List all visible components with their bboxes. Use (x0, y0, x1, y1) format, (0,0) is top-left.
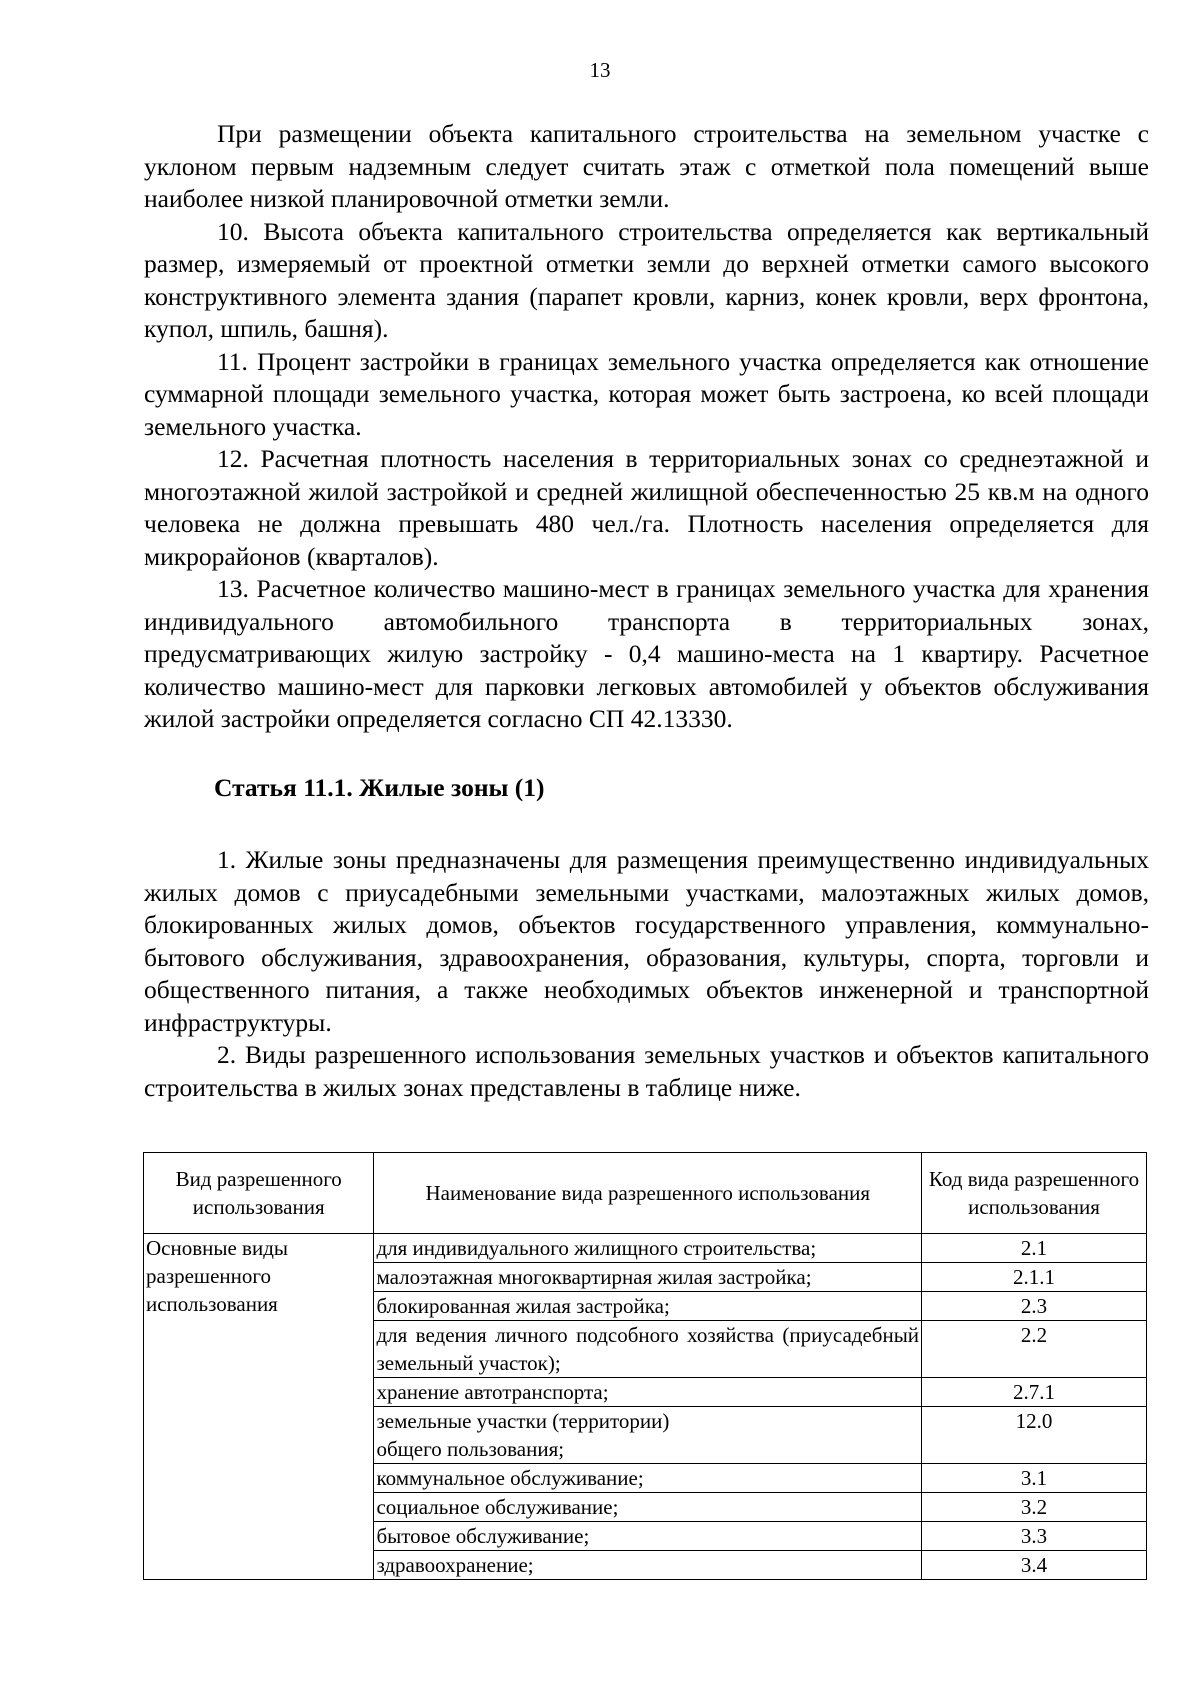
paragraph-13-parking: 13. Расчетное количество машино-мест в границах земельного участка для хранения индивидуального автомобильного транспорта в территориальных зонах, предусматривающих жилую застройку - 0,4 машино-места на 1 квартиру. Расчетное количество машино-мест для парковки легковых автомобилей у объектов обслуживания жилой застройки определяется согласно СП 42.13330. (144, 574, 1149, 733)
use-name: для индивидуального жилищного строительства; (374, 1234, 922, 1263)
use-name: хранение автотранспорта; (374, 1378, 922, 1407)
article-paragraph-2: 2. Виды разрешенного использования земельных участков и объектов капитального строительства в жилых зонах представлены в таблице ниже. (144, 1040, 1149, 1102)
use-code: 2.2 (922, 1321, 1147, 1378)
use-code: 2.3 (922, 1292, 1147, 1321)
use-name: бытовое обслуживание; (374, 1522, 922, 1551)
use-name: социальное обслуживание; (374, 1493, 922, 1522)
use-code: 2.7.1 (922, 1378, 1147, 1407)
article-heading: Статья 11.1. Жилые зоны (1) (214, 772, 545, 802)
paragraph-10-height: 10. Высота объекта капитального строительства определяется как вертикальный размер, измеряемый от проектной отметки земли до верхней отметки самого высокого конструктивного элемента здания (парапет кровли, карниз, конек кровли, верх фронтона, купол, шпиль, башня). (144, 216, 1149, 343)
header-name: Наименование вида разрешенного использования (374, 1153, 922, 1234)
use-code: 3.4 (922, 1551, 1147, 1580)
use-code: 12.0 (922, 1407, 1147, 1464)
use-name: для ведения личного подсобного хозяйства (приусадебный земельный участок); (374, 1321, 922, 1378)
use-code: 3.3 (922, 1522, 1147, 1551)
use-name: коммунальное обслуживание; (374, 1464, 922, 1493)
header-kind: Вид разрешенного использования (144, 1153, 374, 1234)
table-row (144, 1234, 1147, 1263)
use-name: здравоохранение; (374, 1551, 922, 1580)
use-code: 2.1.1 (922, 1263, 1147, 1292)
group-label: Основные виды разрешенного использования (144, 1234, 374, 1580)
use-code: 3.1 (922, 1464, 1147, 1493)
header-code: Код вида разрешенного использования (922, 1153, 1147, 1234)
paragraph-11-coverage: 11. Процент застройки в границах земельного участка определяется как отношение суммарной площади земельного участка, которая может быть застроена, ко всей площади земельного участка. (144, 346, 1149, 441)
paragraph-12-density: 12. Расчетная плотность населения в территориальных зонах со среднеэтажной и многоэтажной жилой застройкой и средней жилищной обеспеченностью 25 кв.м на одного человека не должна превышать 480 чел./га. Плотность населения определяется для микрорайонов (кварталов). (144, 444, 1149, 571)
use-code: 2.1 (922, 1234, 1147, 1263)
article-paragraph-1: 1. Жилые зоны предназначены для размещения преимущественно индивидуальных жилых домов с приусадебными земельными участками, малоэтажных жилых домов, блокированных жилых домов, объектов государственного управления, коммунально-бытового обслуживания, здравоохранения, образования, культуры, спорта, торговли и общественного питания, а также необходимых объектов инженерной и транспортной инфраструктуры. (144, 845, 1149, 1037)
paragraph-slope-floor: При размещении объекта капитального строительства на земельном участке с уклоном первым надземным следует считать этаж с отметкой пола помещений выше наиболее низкой планировочной отметки земли. (144, 119, 1149, 213)
table-header-row (144, 1153, 1147, 1234)
permitted-use-table (143, 1152, 1147, 1580)
page-number: 13 (589, 58, 611, 82)
use-name: земельные участки (территории) общего пользования; (374, 1407, 922, 1464)
use-code: 3.2 (922, 1493, 1147, 1522)
use-name: малоэтажная многоквартирная жилая застройка; (374, 1263, 922, 1292)
use-name: блокированная жилая застройка; (374, 1292, 922, 1321)
document-body (144, 118, 1149, 1104)
